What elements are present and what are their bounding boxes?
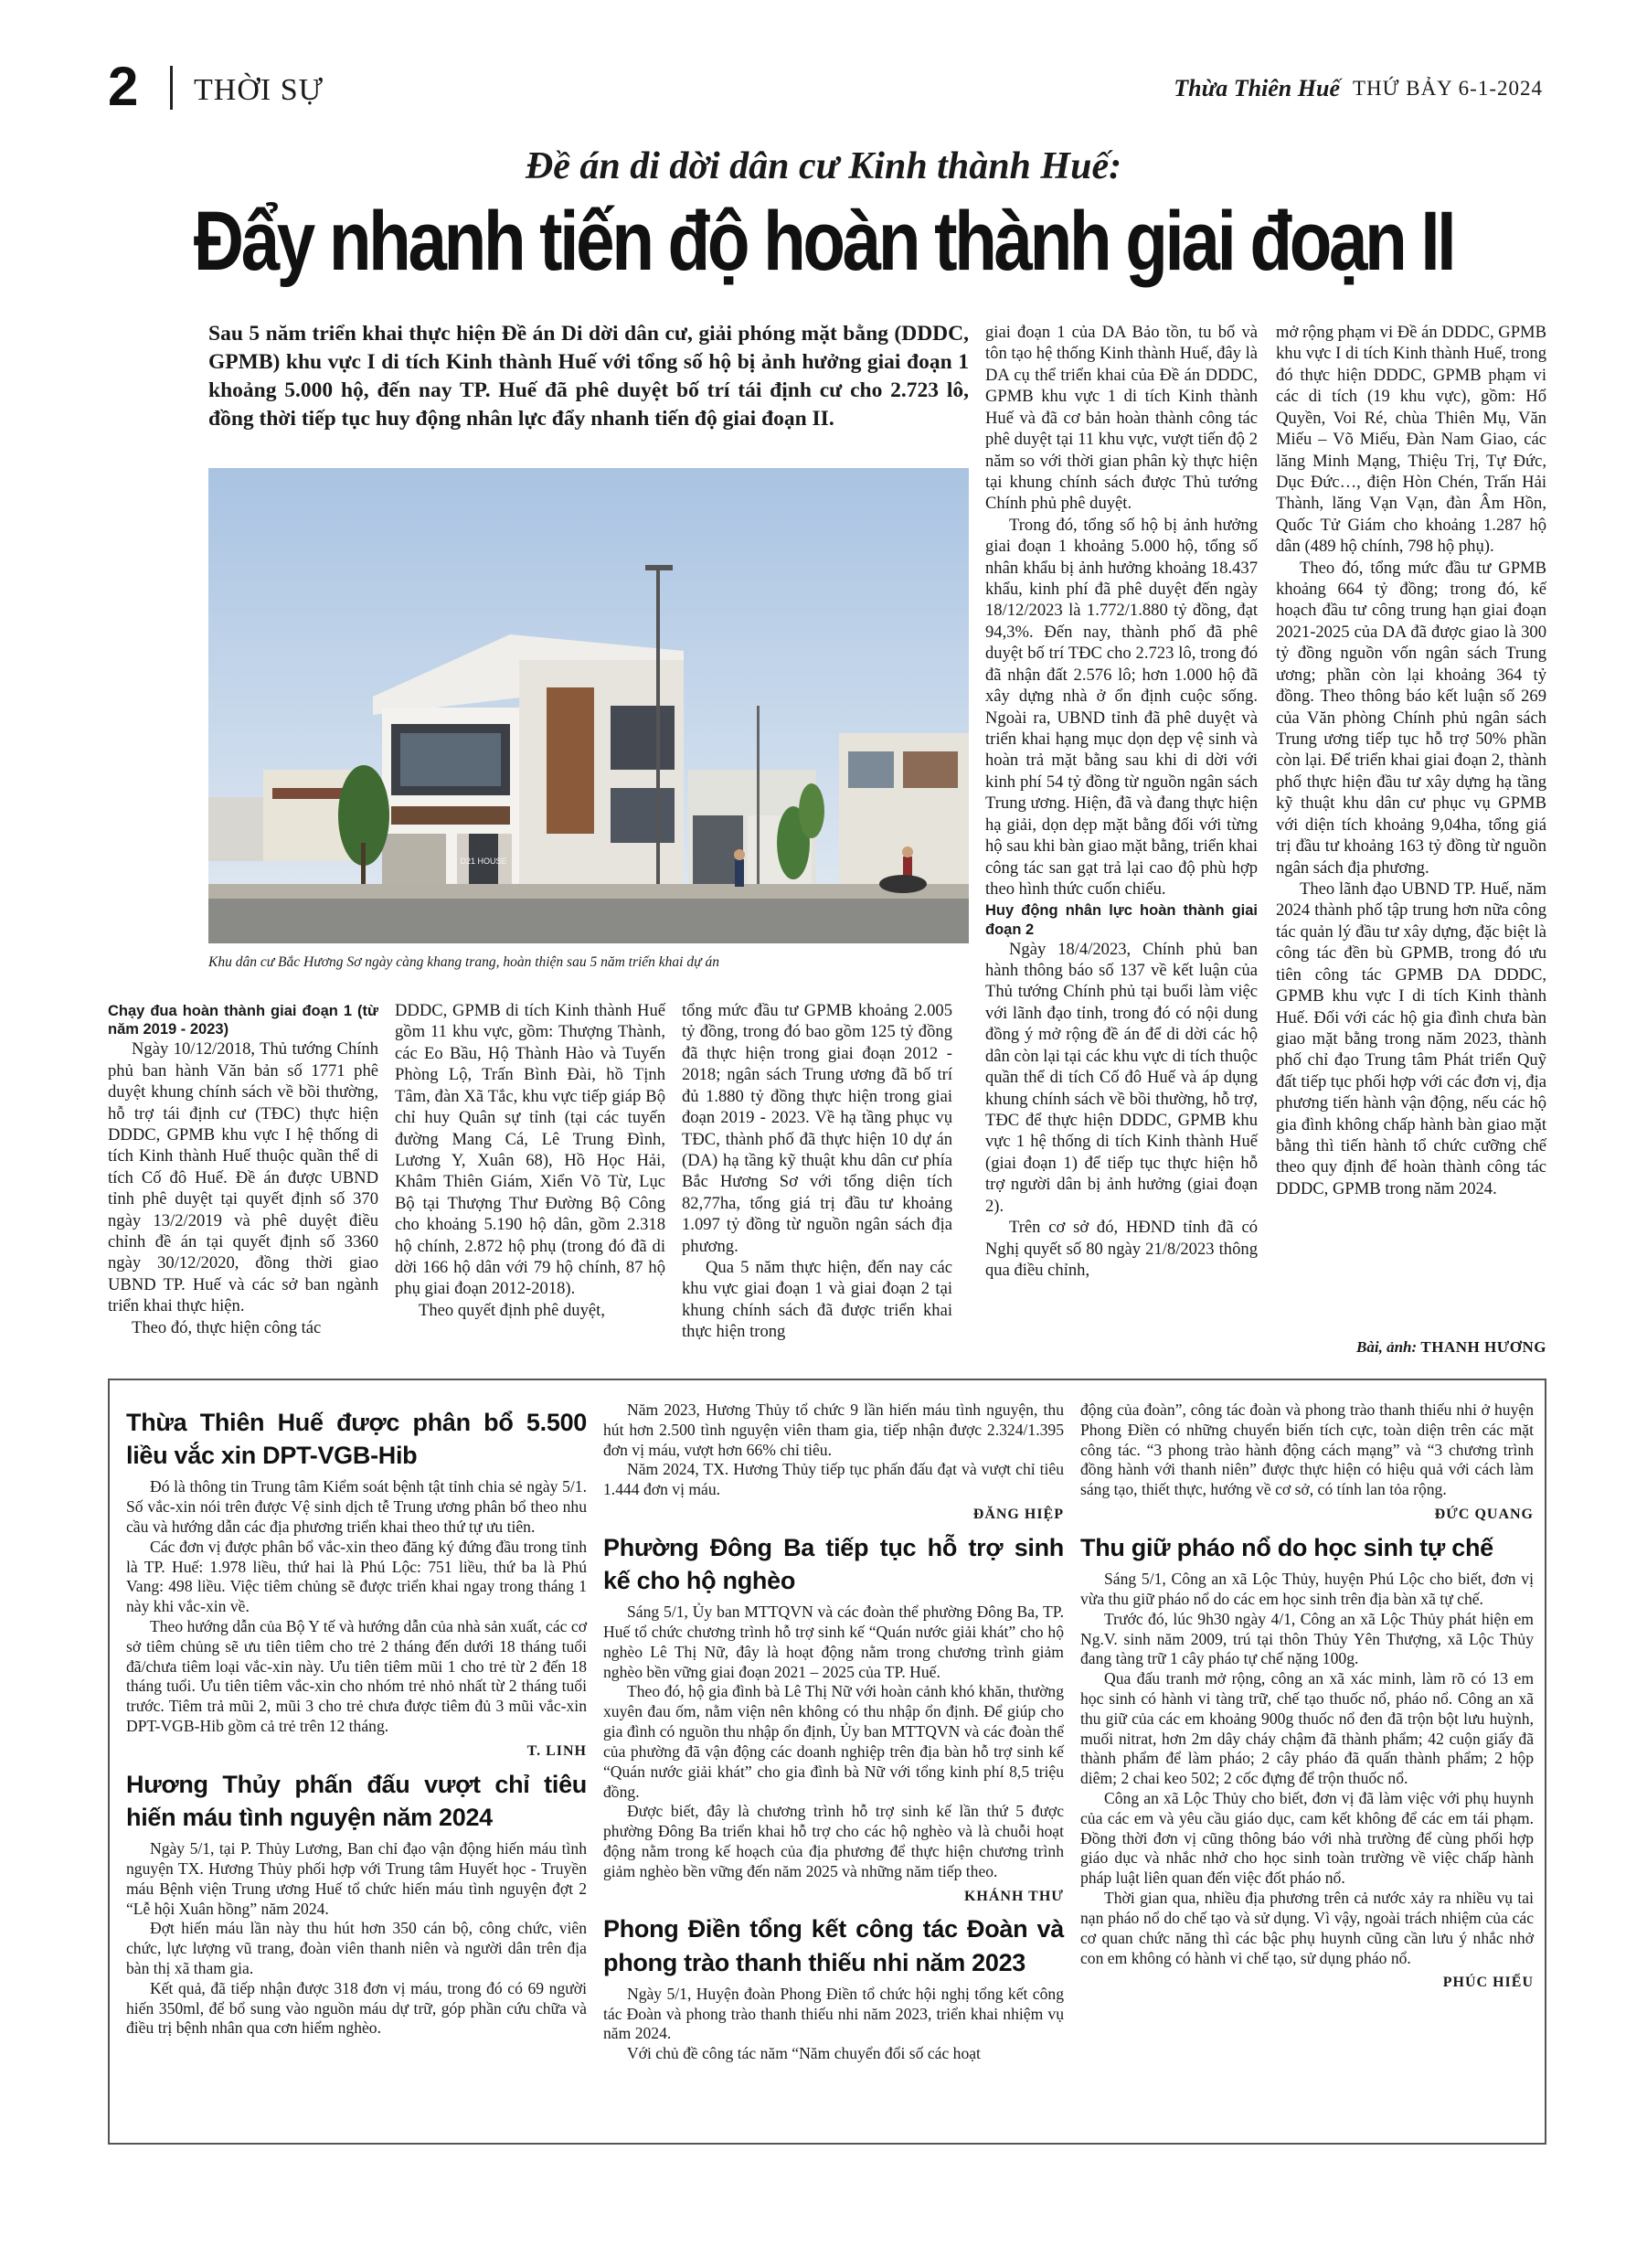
paragraph: Theo hướng dẫn của Bộ Y tế và hướng dẫn của nhà sản xuất, các cơ sở tiêm chủng sẽ ưu tiên tiêm cho trẻ 2 tháng đến dưới 18 tháng tuổi đã/chưa tiêm loại vắc-xin này. Ưu tiên tiêm mũi 1 cho trẻ từ 2 đến 18 tháng tuổi. Ưu tiên tiêm vắc-xin cho nhóm trẻ nhỏ nhất từ 2 tháng tuổi trước. Tiêm trả mũi 2, mũi 3 cho trẻ chưa được tiêm đủ 3 mũi vắc-xin DPT-VGB-Hib gồm cả trẻ trên 12 tháng. — [126, 1617, 587, 1736]
article-lead: Sau 5 năm triển khai thực hiện Đề án Di dời dân cư, giải phóng mặt bằng (DDDC, GPMB) khu vực I di tích Kinh thành Huế với tổng số hộ bị ảnh hưởng giai đoạn 1 khoảng 5.000 hộ, đến nay TP. Huế đã phê duyệt bố trí tái định cư cho 2.723 lô, đồng thời tiếp tục huy động nhân lực đẩy nhanh tiến độ giai đoạn II. — [208, 322, 969, 431]
brief-signature: ĐĂNG HIỆP — [972, 1507, 1064, 1523]
paragraph: Với chủ đề công tác năm “Năm chuyển đổi số các hoạt — [627, 2044, 981, 2063]
subheading: Huy động nhân lực hoàn thành giai đoạn 2 — [985, 902, 1258, 938]
page-number: 2 — [108, 56, 139, 117]
paragraph: Trên cơ sở đó, HĐND tỉnh đã có Nghị quyết số 80 ngày 21/8/2023 thông qua điều chỉnh, — [985, 1218, 1258, 1280]
brief-title: Phong Điền tổng kết công tác Đoàn và phong trào thanh thiếu nhi năm 2023 — [603, 1915, 1064, 1976]
brief-signature: ĐỨC QUANG — [1434, 1507, 1534, 1523]
paragraph: mở rộng phạm vi Đề án DDDC, GPMB khu vực I di tích Kinh thành Huế, trong đó thực hiện DDDC, GPMB phạm vi các di tích (19 khu vực), gồm: Hổ Quyền, Voi Ré, chùa Thiên Mụ, Văn Miếu – Võ Miếu, Đàn Nam Giao, các lăng Minh Mạng, Thiệu Trị, Tự Đức, Dục Đức…, điện Hòn Chén, Trấn Hải Thành, lăng Vạn Vạn, đàn Âm Hồn, Quốc Tử Giám cho khoảng 1.287 hộ dân (489 hộ chính, 798 hộ phụ). — [1276, 323, 1546, 557]
newspaper-name: Thừa Thiên Huế — [1174, 75, 1340, 101]
article-kicker: Đề án di dời dân cư Kinh thành Huế: — [525, 145, 1122, 187]
brief-title: Thu giữ pháo nổ do học sinh tự chế — [1080, 1533, 1493, 1561]
paragraph: Ngày 18/4/2023, Chính phủ ban hành thông báo số 137 về kết luận của Thủ tướng Chính phủ tại buổi làm việc với lãnh đạo tỉnh, trong đó có nội dung đồng ý mở rộng đề án để di dời các hộ dân còn lại tại các khu vực di tích thuộc quần thể di tích Cố đô Huế và áp dụng khung chính sách về bồi thường, hỗ trợ, TĐC để thực hiện DDDC, GPMB khu vực 1 hệ thống di tích Kinh thành Huế (giai đoạn 1) để tiếp tục thực hiện hỗ trợ người dân bị ảnh hưởng (giai đoạn 2). — [985, 939, 1258, 1216]
section-name: THỜI SỰ — [194, 73, 324, 107]
paragraph: Thời gian qua, nhiều địa phương trên cả nước xảy ra nhiều vụ tai nạn pháo nổ do chế tạo và sử dụng. Vì vậy, ngoài trách nhiệm của các cơ quan chức năng thì các bậc phụ huynh cũng cần lưu ý nhắc nhở con em không có hành vi chế tạo, sử dụng pháo nổ. — [1080, 1889, 1534, 1967]
paragraph: Theo đó, thực hiện công tác — [132, 1317, 322, 1337]
brief-signature: T. LINH — [526, 1742, 587, 1759]
article-photo — [208, 468, 969, 943]
paragraph: Trong đó, tổng số hộ bị ảnh hưởng giai đoạn 1 khoảng 5.000 hộ, tổng số nhân khẩu bị ảnh hưởng khoảng 18.437 khẩu, kinh phí đã phê duyệt đến ngày 18/12/2023 là 1.772/1.880 tỷ đồng, đạt 94,3%. Đến nay, thành phố đã phê duyệt bố trí TĐC cho 2.723 lô, trong đó đã nhận đất 2.576 lô; hơn 1.000 hộ đã xây dựng nhà ở ổn định cuộc sống. Ngoài ra, UBND tỉnh đã phê duyệt và triển khai hạng mục dọn dẹp vệ sinh và hoàn trả mặt bằng sau khi di dời với kinh phí 54 tỷ đồng từ nguồn ngân sách Trung ương. Hiện, đã và đang thực hiện hạ giải, dọn dẹp mặt bằng đối với từng hộ sau khi bàn giao mặt bằng, triển khai công tác san gạt trả lại cao độ phù hợp theo hình thức cuốn chiếu. — [985, 515, 1258, 899]
brief-signature: KHÁNH THƯ — [963, 1888, 1064, 1904]
byline-author: THANH HƯƠNG — [1420, 1338, 1546, 1356]
paragraph: Đó là thông tin Trung tâm Kiểm soát bệnh tật tỉnh chia sẻ ngày 5/1. Số vắc-xin nói trên được Vệ sinh dịch tễ Trung ương phân bổ theo nhu cầu và hướng dẫn các địa phương triển khai theo thứ tự ưu tiên. — [126, 1477, 587, 1536]
byline-label: Bài, ảnh: — [1356, 1338, 1418, 1356]
paragraph: Theo đó, hộ gia đình bà Lê Thị Nữ với hoàn cảnh khó khăn, thường xuyên đau ốm, nằm viện nên không có thu nhập ổn định. Để giúp cho gia đình có nguồn thu nhập ổn định, Ủy ban MTTQVN và các đoàn thể của phường đã vận động các doanh nghiệp trên địa bàn hỗ trợ sinh kế “Quán nước giải khát” cho gia đình bà Nữ với tổng kinh phí 8,5 triệu đồng. — [603, 1682, 1064, 1801]
paragraph: DDDC, GPMB di tích Kinh thành Huế gồm 11 khu vực, gồm: Thượng Thành, các Eo Bầu, Hộ Thành Hào và Tuyến Phòng Lộ, Trấn Bình Đài, hồ Tịnh Tâm, đàn Xã Tắc, khu vực tiếp giáp Bộ chỉ huy Quân sự tỉnh (tại các tuyến đường Mang Cá, Lê Trung Đình, Lương Y, Xuân 68), Hồ Học Hải, Khâm Thiên Giám, Xiển Võ Từ, Lục Bộ tại Thượng Thư Đường Bộ Công cho khoảng 5.190 hộ dân, gồm 2.318 hộ chính, 2.872 hộ phụ (trong đó đã di dời 166 hộ dân với 79 hộ chính, 87 hộ phụ giai đoạn 2012-2018). — [395, 1001, 665, 1299]
article-headline: Đẩy nhanh tiến độ hoàn thành giai đoạn II — [193, 195, 1454, 288]
paragraph: Kết quả, đã tiếp nhận được 318 đơn vị máu, trong đó có 69 người hiến 350ml, để bổ sung vào nguồn máu dự trữ, góp phần cứu chữa và điều trị bệnh nhân qua cơn hiểm nghèo. — [126, 1978, 587, 2038]
paragraph: Qua đấu tranh mở rộng, công an xã xác minh, làm rõ có 13 em học sinh có hành vi tàng trữ, chế tạo thuốc nổ, pháo nổ. Công an xã thu giữ của các em khoảng 900g thuốc nổ đen đã trộn bột lưu huỳnh, muối nitrat, hơn 2m dây cháy chậm đã thành phẩm; 42 cuộn giấy đã thành phẩm để làm pháo; 2 cây pháo đã quấn thành phẩm; 2 hộp diêm; 2 chai keo 502; 2 cốc đựng để trộn thuốc nổ. — [1080, 1669, 1534, 1788]
header-divider — [170, 66, 173, 110]
paragraph: Sáng 5/1, Công an xã Lộc Thủy, huyện Phú Lộc cho biết, đơn vị vừa thu giữ pháo nổ do các em học sinh trên địa bàn xã tự chế. — [1080, 1570, 1534, 1608]
photo-caption: Khu dân cư Bắc Hương Sơ ngày càng khang trang, hoàn thiện sau 5 năm triển khai dự án — [208, 954, 719, 970]
issue-date: THỨ BẢY 6-1-2024 — [1352, 77, 1543, 100]
paragraph: Ngày 5/1, tại P. Thủy Lương, Ban chỉ đạo vận động hiến máu tình nguyện TX. Hương Thủy phối hợp với Trung tâm Huyết học - Truyền máu Bệnh viện Trung ương Huế tổ chức hiến máu tình nguyện đợt 2 “Lễ hội Xuân hồng” năm 2024. — [126, 1839, 587, 1918]
brief-title: Phường Đông Ba tiếp tục hỗ trợ sinh kế cho hộ nghèo — [603, 1533, 1064, 1595]
brief-title: Hương Thủy phấn đấu vượt chỉ tiêu hiến máu tình nguyện năm 2024 — [126, 1770, 587, 1831]
paragraph: Theo lãnh đạo UBND TP. Huế, năm 2024 thành phố tập trung hơn nữa công tác quản lý đầu tư xây dựng, đặc biệt là công tác đền bù GPMB, trong đó ưu tiên công tác GPMB DA DDDC, GPMB khu vực I di tích Kinh thành Huế. Đối với các hộ gia đình chưa bàn giao mặt bằng trong năm 2023, thành phố chỉ đạo Trung tâm Phát triển Quỹ đất tiếp tục phối hợp với các đơn vị, địa phương tiến hành vận động, nếu các hộ gia đình không chấp hành bàn giao mặt bằng thì tiến hành tổ chức cưỡng chế theo quy định để hoàn thành công tác DDDC, GPMB trong năm 2024. — [1276, 878, 1546, 1198]
house-sign: D21 HOUSE — [460, 857, 507, 866]
paragraph: Sáng 5/1, Ủy ban MTTQVN và các đoàn thể phường Đông Ba, TP. Huế tổ chức chương trình hỗ trợ sinh kế “Quán nước giải khát” cho hộ nghèo Lê Thị Nữ, đây là hoạt động nằm trong chương trình giảm nghèo bền vững giai đoạn 2021 – 2025 của TP. Huế. — [603, 1603, 1064, 1681]
brief-signature: PHÚC HIẾU — [1442, 1975, 1534, 1991]
paragraph: Năm 2023, Hương Thủy tổ chức 9 lần hiến máu tình nguyện, thu hút hơn 2.500 tình nguyện viên tham gia, tiếp nhận được 2.324/1.395 đơn vị máu, vượt hơn 66% chỉ tiêu. — [603, 1400, 1064, 1459]
paragraph: Theo quyết định phê duyệt, — [419, 1300, 605, 1320]
paragraph: tổng mức đầu tư GPMB khoảng 2.005 tỷ đồng, trong đó bao gồm 125 tỷ đồng đã thực hiện trong giai đoạn 2012 - 2018; ngân sách Trung ương đã bố trí đủ 1.880 tỷ đồng thực hiện trong giai đoạn 2019 - 2023. Về hạ tầng phục vụ TĐC, thành phố đã thực hiện 10 dự án (DA) hạ tầng kỹ thuật khu dân cư phía Bắc Hương Sơ với tổng diện tích 82,77ha, tổng giá trị đầu tư khoảng 1.097 tỷ đồng từ nguồn ngân sách địa phương. — [682, 1001, 952, 1256]
paragraph: Ngày 5/1, Huyện đoàn Phong Điền tổ chức hội nghị tổng kết công tác Đoàn và phong trào thanh thiếu nhi năm 2023, triển khai nhiệm vụ năm 2024. — [603, 1984, 1064, 2043]
article-column-4 — [985, 322, 1258, 1281]
brief-title: Thừa Thiên Huế được phân bổ 5.500 liều vắc xin DPT-VGB-Hib — [126, 1409, 587, 1470]
paragraph: Công an xã Lộc Thủy cho biết, đơn vị đã làm việc với phụ huynh của các em và yêu cầu giáo dục, cam kết không để các em tái phạm. Đồng thời đơn vị cũng thông báo với nhà trường để cùng phối hợp giáo dục và nhắc nhở cho học sinh toàn trường về việc chấp hành pháp luật liên quan đến việc đốt pháo nổ. — [1080, 1789, 1534, 1888]
paragraph: Các đơn vị được phân bổ vắc-xin theo đăng ký đứng đầu trong tỉnh là TP. Huế: 1.978 liều, thứ hai là Phú Lộc: 751 liều, thứ ba là Phú Vang: 498 liều. Việc tiêm chủng sẽ được triển khai ngay trong tháng 1 này khi vắc-xin về. — [126, 1537, 587, 1616]
brief-column-1 — [126, 1399, 587, 2039]
article-column-2 — [395, 1000, 665, 1321]
article-column-3 — [682, 1000, 952, 1343]
article-byline — [1276, 1338, 1546, 1357]
article-column-1 — [108, 1000, 378, 1338]
subheading: Chạy đua hoàn thành giai đoạn 1 (từ năm 2019 - 2023) — [108, 1003, 378, 1038]
paragraph: Đợt hiến máu lần này thu hút hơn 350 cán bộ, công chức, viên chức, lực lượng vũ trang, đoàn viên thanh niên và người dân trên địa bàn thị xã tham gia. — [126, 1919, 587, 1977]
news-brief-box — [108, 1379, 1546, 2145]
paragraph: Được biết, đây là chương trình hỗ trợ sinh kế lần thứ 5 được phường Đông Ba triển khai hỗ trợ cho các hộ nghèo và là chuỗi hoạt động nằm trong kế hoạch của địa phương để thực hiện chương trình giảm nghèo bền vững đến năm 2025 và những năm tiếp theo. — [603, 1802, 1064, 1880]
article-column-5 — [1276, 322, 1546, 1199]
paragraph: Trước đó, lúc 9h30 ngày 4/1, Công an xã Lộc Thủy phát hiện em Ng.V. sinh năm 2009, trú tại thôn Thủy Yên Thượng, xã Lộc Thủy đang tàng trữ 1 cây pháo tự chế nặng 100g. — [1080, 1609, 1534, 1668]
paragraph: Qua 5 năm thực hiện, đến nay các khu vực giai đoạn 1 và giai đoạn 2 tại khung chính sách đã được triển khai thực hiện trong — [682, 1258, 952, 1342]
brief-column-3 — [1080, 1400, 1534, 1996]
paragraph: Năm 2024, TX. Hương Thủy tiếp tục phấn đấu đạt và vượt chỉ tiêu 1.444 đơn vị máu. — [603, 1460, 1064, 1499]
brief-column-2 — [603, 1400, 1064, 2064]
page-header — [108, 56, 1543, 119]
paragraph: giai đoạn 1 của DA Bảo tồn, tu bổ và tôn tạo hệ thống Kinh thành Huế, đây là DA cụ thể triển khai của Đề án DDDC, GPMB khu vực 1 di tích Kinh thành Huế và đã cơ bản hoàn thành công tác phê duyệt tại 11 khu vực, vượt tiến độ 2 năm so với thời gian phân kỳ thực hiện tại khung chính sách được Thủ tướng Chính phủ phê duyệt. — [985, 323, 1258, 514]
paragraph: Theo đó, tổng mức đầu tư GPMB khoảng 664 tỷ đồng; trong đó, kế hoạch đầu tư công trung hạn giai đoạn 2021-2025 của DA đã được giao là 300 tỷ đồng nguồn vốn ngân sách Trung ương; phần còn lại khoảng 364 tỷ đồng. Theo thông báo kết luận số 269 của Văn phòng Chính phủ ngân sách Trung ương tiếp tục hỗ trợ 50% phần còn lại. Để triển khai giai đoạn 2, thành phố thực hiện đầu tư xây dựng hạ tầng kỹ thuật khu dân cư phục vụ GPMB với diện tích khoảng 9,04ha, tổng giá trị đầu tư khoảng 163 tỷ đồng từ nguồn ngân sách địa phương. — [1276, 558, 1546, 878]
paragraph: động của đoàn”, công tác đoàn và phong trào thanh thiếu nhi ở huyện Phong Điền có những chuyển biến tích cực, toàn diện trên các mặt công tác. “3 phong trào hành động cách mạng” và “3 chương trình đồng hành với thanh niên” được thực hiện có hiệu quả với cách làm sáng tạo, thiết thực, hướng về cơ sở, có tính lan tỏa rộng. — [1080, 1400, 1534, 1499]
paragraph: Ngày 10/12/2018, Thủ tướng Chính phủ ban hành Văn bản số 1771 phê duyệt khung chính sách về bồi thường, hỗ trợ tái định cư (TĐC) thực hiện DDDC, GPMB khu vực I hệ thống di tích Kinh thành Huế thuộc quần thể di tích Cố đô Huế. Đề án được UBND tỉnh phê duyệt tại quyết định số 370 ngày 13/2/2019 và phê duyệt điều chỉnh đề án tại quyết định số 3360 ngày 30/12/2020, đồng thời giao UBND TP. Huế và các sở ban ngành triển khai thực hiện. — [108, 1039, 378, 1316]
